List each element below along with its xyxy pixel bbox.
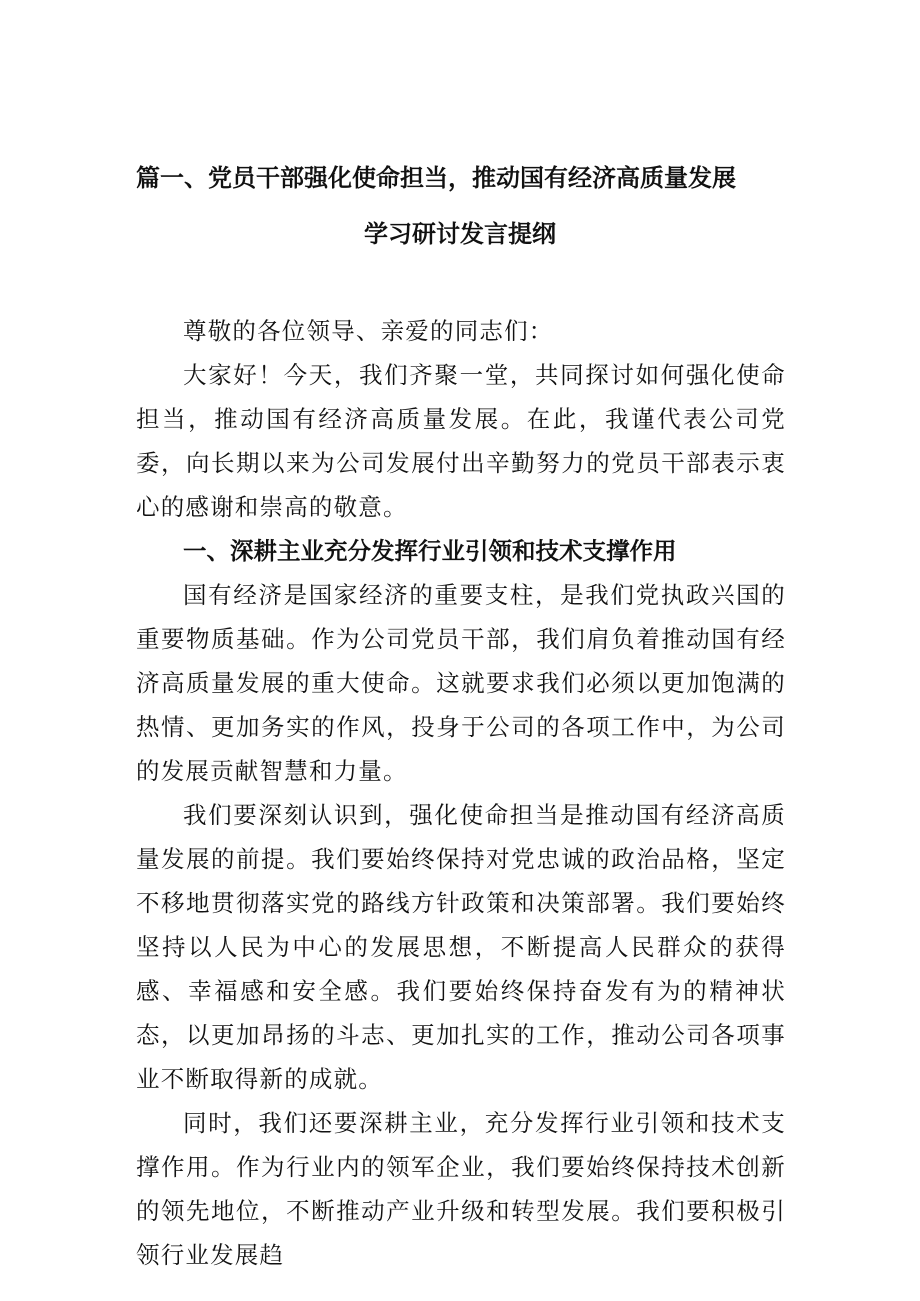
- paragraph-opening: 大家好！今天，我们齐聚一堂，共同探讨如何强化使命担当，推动国有经济高质量发展。在此，我谨代表公司党委，向长期以来为公司发展付出辛勤努力的党员干部表示衷心的感谢和崇高的敬意。: [136, 361, 786, 521]
- document-body: [136, 309, 786, 1277]
- document-title-line-2: 学习研讨发言提纲: [364, 220, 556, 248]
- paragraph: 我们要深刻认识到，强化使命担当是推动国有经济高质量发展的前提。我们要始终保持对党忠诚的政治品格，坚定不移地贯彻落实党的路线方针政策和决策部署。我们要始终坚持以人民为中心的发展思想，不断提高人民群众的获得感、幸福感和安全感。我们要始终保持奋发有为的精神状态，以更加昂扬的斗志、更加扎实的工作，推动公司各项事业不断取得新的成就。: [136, 801, 786, 1093]
- paragraph: 同时，我们还要深耕主业，充分发挥行业引领和技术支撑作用。作为行业内的领军企业，我们要始终保持技术创新的领先地位，不断推动产业升级和转型发展。我们要积极引领行业发展趋: [136, 1109, 786, 1269]
- salutation: 尊敬的各位领导、亲爱的同志们：: [183, 317, 554, 345]
- section-heading-1: 一、深耕主业充分发挥行业引领和技术支撑作用: [183, 537, 677, 565]
- document-title-line-1: 篇一、党员干部强化使命担当，推动国有经济高质量发展: [136, 164, 736, 192]
- paragraph: 国有经济是国家经济的重要支柱，是我们党执政兴国的重要物质基础。作为公司党员干部，我们肩负着推动国有经济高质量发展的重大使命。这就要求我们必须以更加饱满的热情、更加务实的作风，投身于公司的各项工作中，为公司的发展贡献智慧和力量。: [136, 581, 786, 785]
